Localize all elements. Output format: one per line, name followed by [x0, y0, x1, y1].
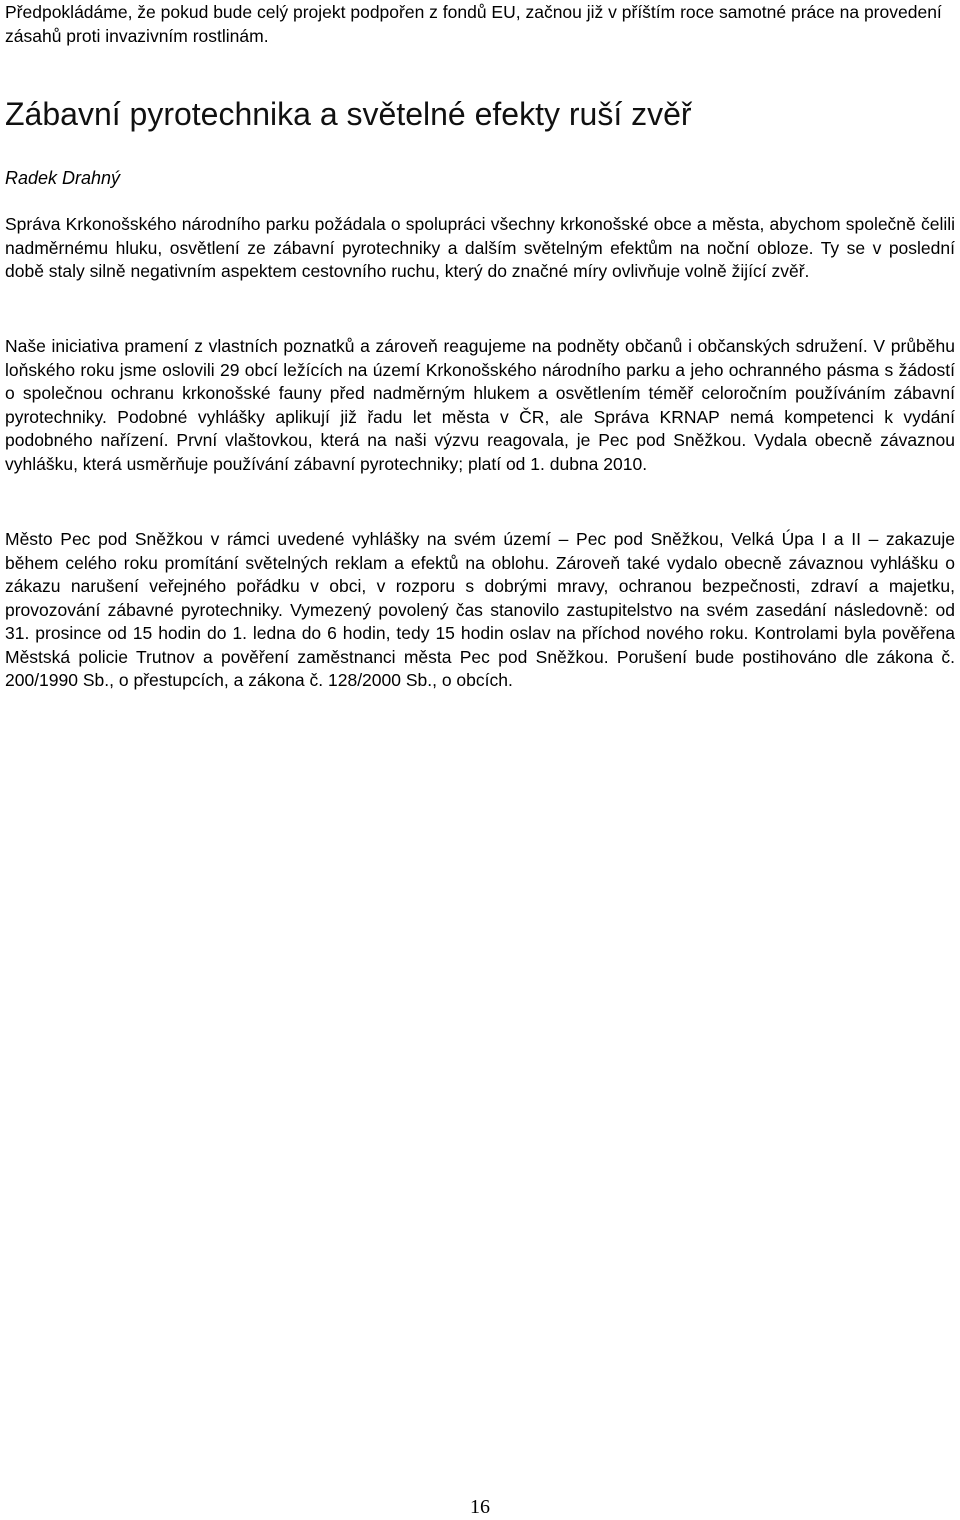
body-paragraph-2: Naše iniciativa pramení z vlastních poznatků a zároveň reagujeme na podněty občanů i občanských sdružení. V průběhu loňského roku jsme oslovili 29 obcí ležících na území Krkonošského národního parku a jeho ochranného pásma s žádostí o společnou ochranu krkonošské fauny před nadměrným hlukem a osvětlením téměř celoročním používáním zábavní pyrotechniky. Podobné vyhlášky aplikují již řadu let města v ČR, ale Správa KRNAP nemá kompetenci k vydání podobného nařízení. První vlaštovkou, která na naši výzvu reagovala, je Pec pod Sněžkou. Vydala obecně závaznou vyhlášku, která usměrňuje používání zábavní pyrotechniky; platí od 1. dubna 2010.	[5, 336, 955, 474]
intro-paragraph: Předpokládáme, že pokud bude celý projekt podpořen z fondů EU, začnou již v příštím roce samotné práce na provedení zásahů proti invazivním rostlinám.	[5, 2, 942, 46]
article-author: Radek Drahný	[5, 168, 121, 188]
article-title: Zábavní pyrotechnika a světelné efekty ruší zvěř	[5, 96, 692, 132]
page-number: 16	[470, 1496, 490, 1518]
body-paragraph-1: Správa Krkonošského národního parku požádala o spolupráci všechny krkonošské obce a města, abychom společně čelili nadměrnému hluku, osvětlení ze zábavní pyrotechniky a dalším světelným efektům na noční obloze. Ty se v poslední době staly silně negativním aspektem cestovního ruchu, který do značné míry ovlivňuje volně žijící zvěř.	[5, 214, 955, 281]
body-paragraph-3: Město Pec pod Sněžkou v rámci uvedené vyhlášky na svém území – Pec pod Sněžkou, Velká Úpa I a II – zakazuje během celého roku promítání světelných reklam a efektů na oblohu. Zároveň také vydalo obecně závaznou vyhlášku o zákazu narušení veřejného pořádku v obci, v rozporu s dobrými mravy, ochranou bezpečnosti, zdraví a majetku, provozování zábavné pyrotechniky. Vymezený povolený čas stanovilo zastupitelstvo na svém zasedání následovně: od 31. prosince od 15 hodin do 1. ledna do 6 hodin, tedy 15 hodin oslav na příchod nového roku. Kontrolami byla pověřena Městská policie Trutnov a pověření zaměstnanci města Pec pod Sněžkou. Porušení bude postihováno dle zákona č. 200/1990 Sb., o přestupcích, a zákona č. 128/2000 Sb., o obcích.	[5, 529, 955, 690]
